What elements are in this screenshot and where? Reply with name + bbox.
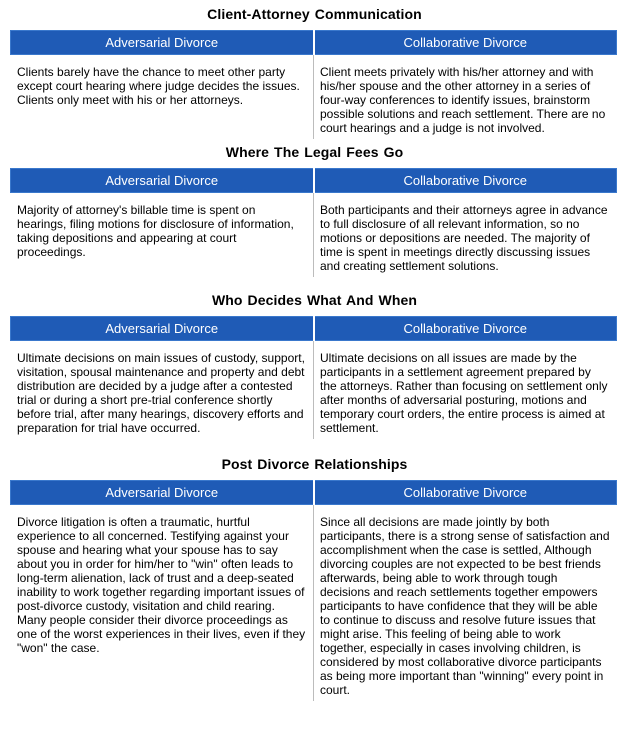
adversarial-description: [11, 505, 314, 702]
column-header-collaborative: Collaborative Divorce: [314, 169, 617, 193]
column-header-adversarial: Adversarial Divorce: [11, 31, 314, 55]
table-header-row: [11, 481, 617, 505]
adversarial-text: Clients barely have the chance to meet other party except court hearing where judge decides the issues. Clients only meet with his or her attorneys.: [17, 65, 300, 107]
column-header-adversarial: Adversarial Divorce: [11, 169, 314, 193]
table-row: [11, 341, 617, 440]
table-header-row: [11, 31, 617, 55]
collaborative-text: Ultimate decisions on all issues are made by the participants in a settlement agreement prepared by the attorneys. Rather than focusing on settlement only after months of adversarial posturing, motions and temporary court orders, the entire process is aimed at settlement.: [320, 351, 608, 435]
comparison-table-post-divorce: [10, 480, 617, 702]
table-header-row: [11, 169, 617, 193]
collaborative-description: [314, 55, 617, 140]
column-header-adversarial: Adversarial Divorce: [11, 481, 314, 505]
comparison-table-legal-fees: [10, 168, 617, 278]
adversarial-text: Ultimate decisions on main issues of custody, support, visitation, spousal maintenance and property and debt distribution are decided by a judge after a contested trial or during a short pre-trial conference shortly before trial, after many hearings, discovery efforts and preparation for trial have occurred.: [17, 351, 305, 435]
column-header-collaborative: Collaborative Divorce: [314, 481, 617, 505]
adversarial-description: [11, 55, 314, 140]
adversarial-description: [11, 193, 314, 278]
adversarial-text: Divorce litigation is often a traumatic, hurtful experience to all concerned. Testifying against your spouse and hearing what your spouse has to say about you in order for him/her to "win" often leads to long-term alienation, lack of trust and a deep-seated inability to work together regarding important issues of post-divorce custody, visitation and child rearing. Many people consider their divorce proceedings as one of the worst experiences in their lives, even if they "won" the case.: [17, 515, 306, 655]
section-title-client-attorney-communication: Client-Attorney Communication: [207, 6, 422, 22]
table-header-row: [11, 317, 617, 341]
table-row: [11, 55, 617, 140]
comparison-table-who-decides: [10, 316, 617, 440]
adversarial-description: [11, 341, 314, 440]
column-header-adversarial: Adversarial Divorce: [11, 317, 314, 341]
collaborative-description: [314, 193, 617, 278]
section-title-legal-fees: Where The Legal Fees Go: [225, 144, 404, 160]
adversarial-text: Majority of attorney's billable time is spent on hearings, filing motions for disclosure of information, taking depositions and appearing at court proceedings.: [17, 203, 294, 259]
table-row: [11, 505, 617, 702]
collaborative-description: [314, 505, 617, 702]
column-header-collaborative: Collaborative Divorce: [314, 317, 617, 341]
collaborative-text: Both participants and their attorneys agree in advance to full disclosure of all relevant information, so no motions or depositions are needed. The majority of time is spent in meetings directly discussing issues and creating settlement solutions.: [320, 203, 608, 273]
collaborative-text: Client meets privately with his/her attorney and with his/her spouse and the other attorney in a series of four-way conferences to identify issues, brainstorm possible solutions and reach settlement. There are no court hearings and a judge is not involved.: [320, 65, 606, 135]
section-title-post-divorce-relationships: Post Divorce Relationships: [221, 456, 408, 472]
collaborative-text: Since all decisions are made jointly by both participants, there is a strong sense of satisfaction and accomplishment when the case is settled, Although divorcing couples are not expected to be best friends afterwards, being able to work through tough decisions and reach settlements together empowers participants to have confidence that they will be able to continue to discuss and resolve future issues that might arise. This feeling of being able to work together, especially in cases involving children, is considered by most collaborative divorce participants as being more important than "winning" every point in court.: [320, 515, 610, 697]
table-row: [11, 193, 617, 278]
collaborative-description: [314, 341, 617, 440]
comparison-table-communication: [10, 30, 617, 140]
column-header-collaborative: Collaborative Divorce: [314, 31, 617, 55]
section-title-who-decides: Who Decides What And When: [211, 292, 418, 308]
